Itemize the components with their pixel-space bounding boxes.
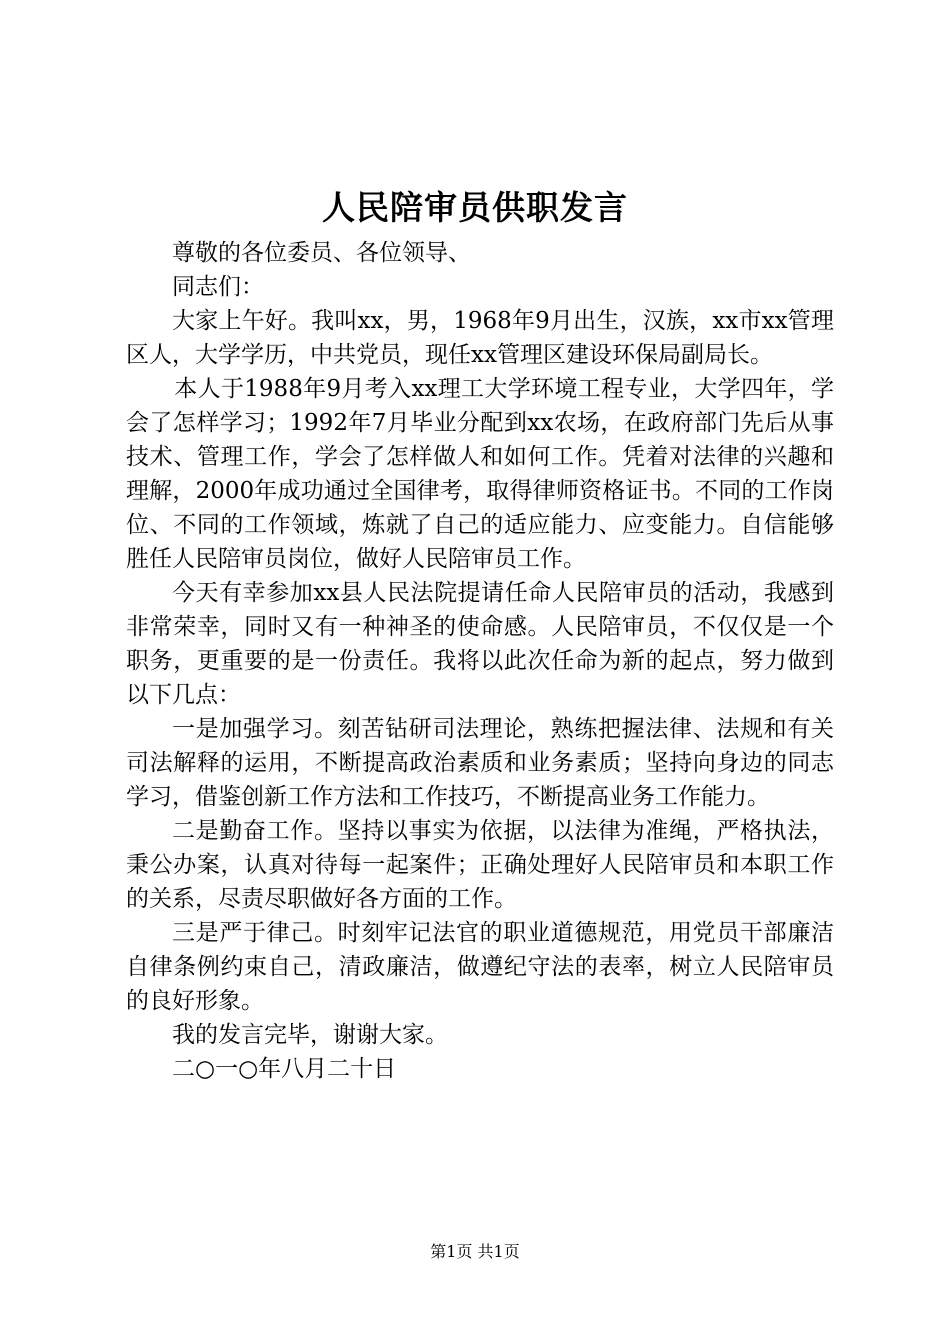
salutation-line-1: 尊敬的各位委员、各位领导、 — [172, 240, 471, 266]
closing-line: 我的发言完毕，谢谢大家。 — [172, 1022, 448, 1048]
paragraph-point-1: 一是加强学习。刻苦钻研司法理论，熟练把握法律、法规和有关司法解释的运用，不断提高政治素质和业务素质；坚持向身边的同志学习，借鉴创新工作方法和工作技巧，不断提高业务工作能力。 — [126, 716, 834, 810]
page-footer: 第1页 共1页 — [430, 1242, 520, 1261]
paragraph-intro: 大家上午好。我叫xx，男，1968年9月出生，汉族，xx市xx管理区人，大学学历，中共党员，现任xx管理区建设环保局副局长。 — [126, 308, 834, 368]
paragraph-appointment: 今天有幸参加xx县人民法院提请任命人民陪审员的活动，我感到非常荣幸，同时又有一种神圣的使命感。人民陪审员，不仅仅是一个职务，更重要的是一份责任。我将以此次任命为新的起点，努力做到以下几点： — [126, 580, 834, 708]
date-line: 二○一○年八月二十日 — [172, 1056, 397, 1082]
salutation-line-2: 同志们： — [172, 274, 264, 300]
page-title: 人民陪审员供职发言 — [322, 188, 628, 227]
paragraph-point-3: 三是严于律己。时刻牢记法官的职业道德规范，用党员干部廉洁自律条例约束自己，清政廉洁，做遵纪守法的表率，树立人民陪审员的良好形象。 — [126, 920, 834, 1014]
document-body — [126, 236, 834, 1086]
paragraph-background: 本人于1988年9月考入xx理工大学环境工程专业，大学四年，学会了怎样学习；1992年7月毕业分配到xx农场，在政府部门先后从事技术、管理工作，学会了怎样做人和如何工作。凭着对法律的兴趣和理解，2000年成功通过全国律考，取得律师资格证书。不同的工作岗位、不同的工作领域，炼就了自己的适应能力、应变能力。自信能够胜任人民陪审员岗位，做好人民陪审员工作。 — [126, 376, 834, 572]
paragraph-point-2: 二是勤奋工作。坚持以事实为依据，以法律为准绳，严格执法，秉公办案，认真对待每一起案件；正确处理好人民陪审员和本职工作的关系，尽责尽职做好各方面的工作。 — [126, 818, 834, 912]
